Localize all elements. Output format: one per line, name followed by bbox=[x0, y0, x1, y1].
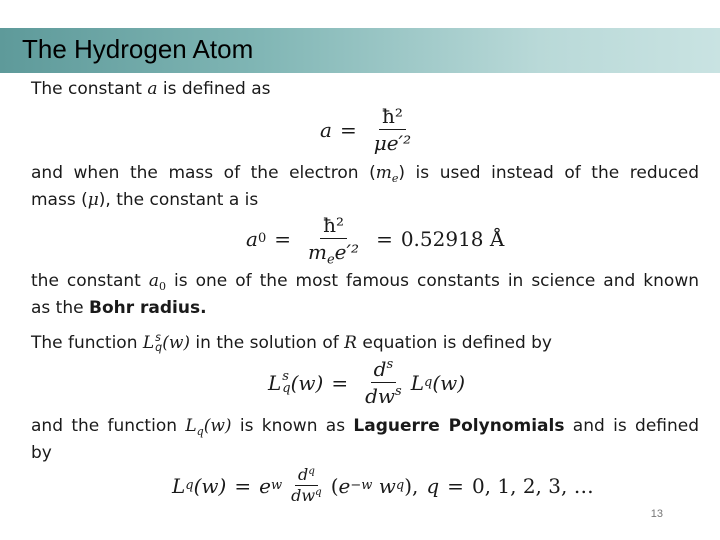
math-var: m bbox=[375, 163, 392, 183]
paragraph-laguerre-line1 bbox=[31, 413, 699, 440]
num-sup: s bbox=[386, 357, 394, 373]
math-sub: e bbox=[391, 171, 399, 185]
paragraph-function-L bbox=[31, 330, 699, 357]
text: The constant bbox=[31, 79, 148, 99]
text: as the bbox=[31, 298, 89, 318]
frac-numerator: d bbox=[297, 465, 309, 484]
frac-numerator: ħ² bbox=[320, 213, 347, 239]
math-sub: q bbox=[155, 341, 163, 354]
equation-bohr-radius: a 0 = $\frac{\text{ħ²}}{m_ee'^2}$ = 0.52918 Å bbox=[246, 213, 505, 268]
eq-lhs-sub: q bbox=[282, 380, 291, 396]
text: is one of the most famous constants in science and known bbox=[166, 271, 699, 291]
w-var: w bbox=[378, 473, 396, 498]
eq-equals-2: = bbox=[376, 226, 393, 251]
text: in the solution of bbox=[190, 333, 345, 353]
bold-term: Laguerre Polynomials bbox=[353, 416, 565, 436]
math-arg: (w) bbox=[162, 333, 191, 353]
frac-numerator: ħ² bbox=[379, 104, 406, 130]
den-sup: q bbox=[315, 485, 322, 498]
text: the constant bbox=[31, 271, 149, 291]
text: The function bbox=[31, 333, 143, 353]
den-var: m bbox=[307, 240, 327, 264]
text: ), the constant a is bbox=[98, 190, 259, 210]
text: mass ( bbox=[31, 190, 88, 210]
eq-lhs: L bbox=[268, 370, 282, 395]
frac-denominator bbox=[305, 239, 362, 268]
fraction bbox=[371, 104, 414, 155]
eq-lhs-arg: (w) bbox=[290, 370, 324, 395]
eq-rhs-arg: (w) bbox=[432, 370, 466, 395]
eq-lhs-sub: q bbox=[185, 477, 194, 493]
text: and is defined bbox=[564, 416, 700, 436]
fraction bbox=[362, 357, 405, 408]
math-var: a bbox=[147, 79, 158, 99]
eq-equals: = bbox=[339, 117, 357, 142]
paren-close: ), bbox=[404, 473, 419, 498]
frac-denominator: dw bbox=[291, 486, 316, 505]
den-tail: e′² bbox=[334, 240, 360, 264]
eq-lhs: a bbox=[246, 226, 258, 251]
paragraph-bohr-line1 bbox=[31, 268, 699, 295]
eq-equals: = bbox=[234, 473, 252, 498]
text: equation is defined by bbox=[356, 333, 552, 353]
math-var: μ bbox=[87, 190, 99, 210]
math-sub: q bbox=[196, 424, 204, 438]
eq-value: 0.52918 Å bbox=[400, 226, 505, 251]
paragraph-bohr-line2 bbox=[31, 295, 699, 322]
fraction bbox=[288, 466, 325, 505]
top-strip bbox=[0, 0, 720, 28]
q-equals: = bbox=[447, 473, 464, 498]
math-var: R bbox=[344, 333, 357, 353]
paragraph-laguerre-line2: by bbox=[31, 443, 52, 463]
text: is known as bbox=[231, 416, 354, 436]
math-func: L bbox=[185, 416, 197, 436]
num-sup: q bbox=[308, 464, 315, 477]
math-func: L bbox=[142, 333, 155, 353]
page-number: 13 bbox=[650, 508, 663, 520]
paragraph-electron-mass-line2 bbox=[31, 187, 699, 214]
frac-denominator: dw bbox=[365, 384, 396, 408]
paragraph-constant-a bbox=[31, 76, 699, 103]
frac-denominator: μe′² bbox=[373, 131, 412, 155]
exp-base: e bbox=[259, 473, 271, 498]
fraction bbox=[305, 213, 362, 268]
exp-sup: w bbox=[270, 477, 283, 493]
text: is defined as bbox=[157, 79, 271, 99]
paren-open: ( bbox=[330, 473, 339, 498]
text: ) is used instead of the reduced bbox=[398, 163, 699, 183]
eq-lhs-arg: (w) bbox=[193, 473, 227, 498]
bold-term: Bohr radius. bbox=[88, 298, 207, 318]
math-arg: (w) bbox=[203, 416, 232, 436]
math-sup: s bbox=[155, 331, 161, 345]
eq-rhs: L bbox=[410, 370, 424, 395]
frac-numerator: d bbox=[373, 357, 387, 381]
den-sup: s bbox=[395, 384, 402, 400]
eq-lhs: a bbox=[320, 117, 332, 142]
q-values: 0, 1, 2, 3, … bbox=[471, 473, 594, 498]
den-sub: e bbox=[326, 252, 335, 268]
eq-lhs: L bbox=[172, 473, 186, 498]
exp2-base: e bbox=[338, 473, 351, 498]
w-sup: q bbox=[395, 477, 405, 493]
eq-equals: = bbox=[274, 226, 291, 251]
slide-title: The Hydrogen Atom bbox=[22, 34, 254, 64]
math-var: a bbox=[148, 271, 159, 291]
eq-rhs-sub: q bbox=[423, 374, 433, 390]
equation-a bbox=[320, 104, 420, 155]
q-var: q bbox=[426, 473, 440, 498]
exp2-sup: −w bbox=[350, 477, 373, 493]
equation-laguerre bbox=[172, 466, 594, 505]
equation-L-derivative bbox=[268, 357, 465, 408]
text: and when the mass of the electron ( bbox=[31, 163, 376, 183]
paragraph-electron-mass-line1 bbox=[31, 160, 699, 187]
text: and the function bbox=[31, 416, 186, 436]
math-sub: 0 bbox=[158, 279, 166, 293]
eq-lhs-sup: s bbox=[282, 368, 289, 384]
eq-equals: = bbox=[331, 370, 349, 395]
